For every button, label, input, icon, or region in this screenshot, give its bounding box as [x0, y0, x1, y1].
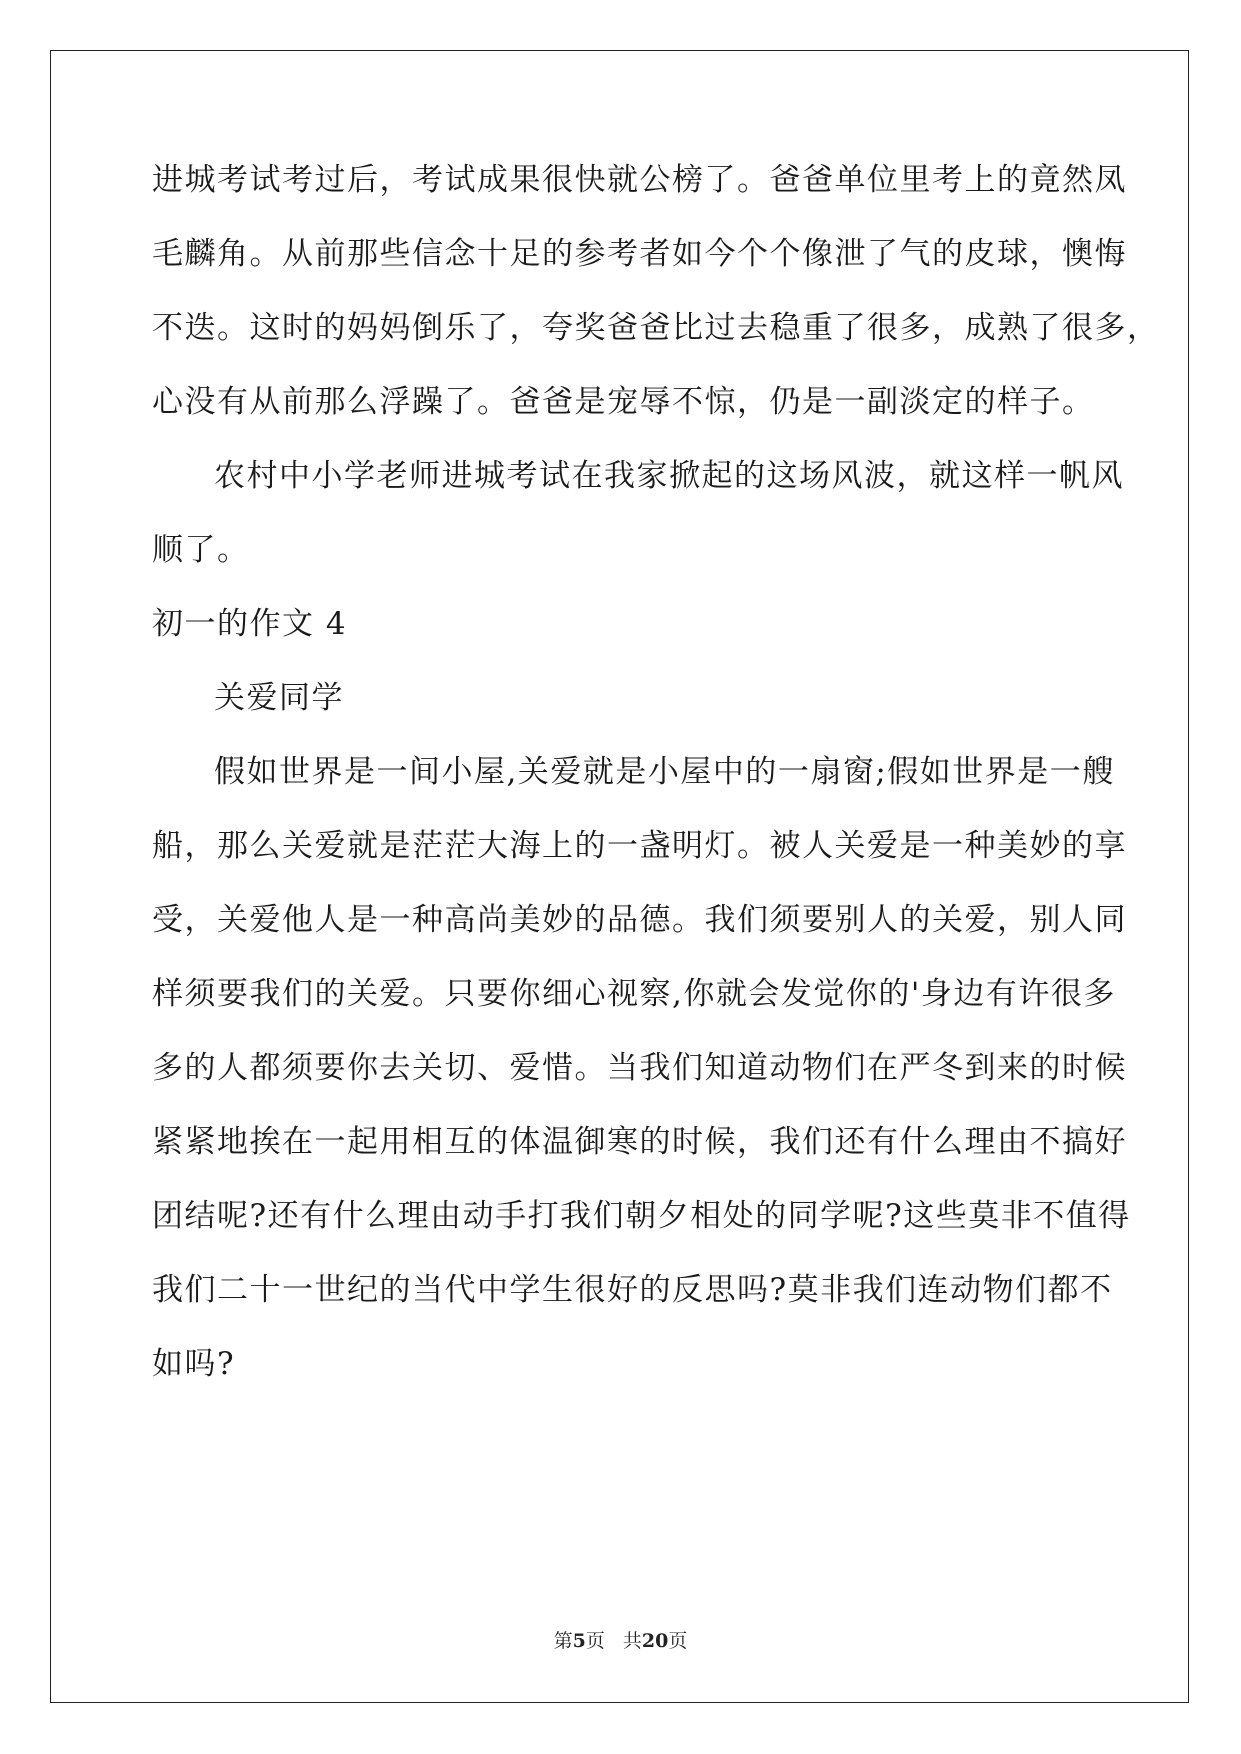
paragraph-line: 多的人都须要你去关切、爱惜。当我们知道动物们在严冬到来的时候 — [152, 1050, 1127, 1086]
paragraph-line: 不迭。这时的妈妈倒乐了，夸奖爸爸比过去稳重了很多，成熟了很多， — [152, 310, 1160, 346]
essay-title: 关爱同学 — [214, 680, 344, 716]
page-label-prefix: 第 — [553, 1630, 573, 1652]
paragraph-line: 假如世界是一间小屋,关爱就是小屋中的一扇窗;假如世界是一艘 — [214, 754, 1115, 790]
page-label-suffix: 页 — [585, 1630, 605, 1652]
section-heading: 初一的作文 4 — [152, 606, 348, 642]
paragraph-line: 农村中小学老师进城考试在我家掀起的这场风波，就这样一帆风 — [214, 458, 1124, 494]
paragraph-line: 受，关爱他人是一种高尚美妙的品德。我们须要别人的关爱，别人同 — [152, 902, 1127, 938]
paragraph-line: 船，那么关爱就是茫茫大海上的一盏明灯。被人关爱是一种美妙的享 — [152, 828, 1127, 864]
total-label-suffix: 页 — [668, 1630, 688, 1652]
paragraph-line: 毛麟角。从前那些信念十足的参考者如今个个像泄了气的皮球，懊悔 — [152, 236, 1127, 272]
paragraph-line: 心没有从前那么浮躁了。爸爸是宠辱不惊，仍是一副淡定的样子。 — [152, 384, 1095, 420]
page-border — [50, 50, 1189, 1703]
paragraph-line: 顺了。 — [152, 532, 250, 568]
paragraph-line: 样须要我们的关爱。只要你细心视察,你就会发觉你的'身边有许很多 — [152, 976, 1116, 1012]
paragraph-line: 紧紧地挨在一起用相互的体温御寒的时候，我们还有什么理由不搞好 — [152, 1124, 1127, 1160]
page-footer — [0, 1629, 1241, 1653]
paragraph-line: 我们二十一世纪的当代中学生很好的反思吗?莫非我们连动物们都不 — [152, 1272, 1113, 1308]
paragraph-line: 团结呢?还有什么理由动手打我们朝夕相处的同学呢?这些莫非不值得 — [152, 1198, 1131, 1234]
total-label-prefix: 共 — [622, 1630, 642, 1652]
paragraph-line: 如吗? — [152, 1346, 236, 1382]
total-pages: 20 — [641, 1630, 669, 1652]
paragraph-line: 进城考试考过后，考试成果很快就公榜了。爸爸单位里考上的竟然凤 — [152, 162, 1127, 198]
page-number: 5 — [572, 1630, 586, 1652]
